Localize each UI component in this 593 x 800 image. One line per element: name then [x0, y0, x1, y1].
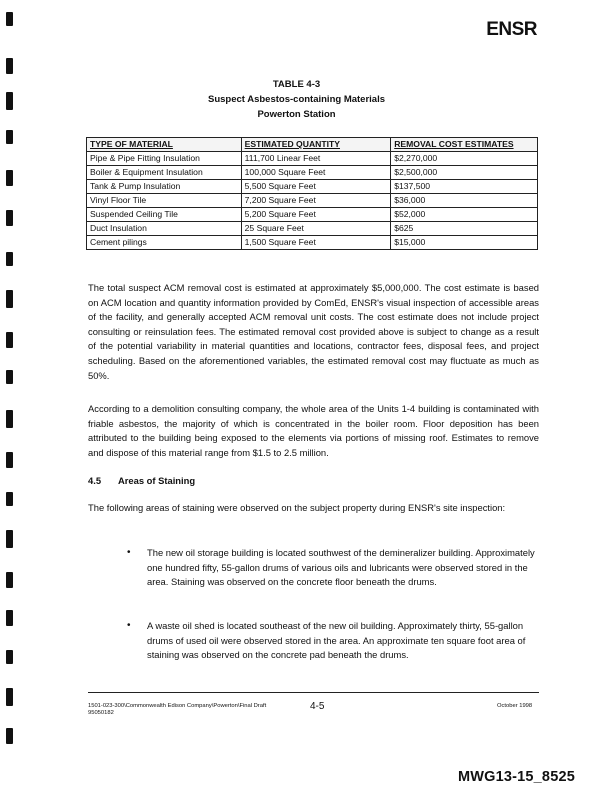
quantity-cell: 1,500 Square Feet — [241, 236, 391, 250]
footer-doc-path: 1501-023-300\Commonwealth Edison Company\Powerton\Final Draft — [88, 703, 267, 709]
ensr-logo: ENSR — [486, 19, 537, 40]
material-cell: Vinyl Floor Tile — [87, 194, 242, 208]
material-cell: Tank & Pump Insulation — [87, 180, 242, 194]
cost-cell: $36,000 — [391, 194, 538, 208]
quantity-cell: 100,000 Square Feet — [241, 166, 391, 180]
paragraph-staining-intro: The following areas of staining were observed on the subject property during ENSR's site inspection: — [88, 502, 506, 513]
material-cell: Cement pilings — [87, 236, 242, 250]
material-cell: Duct Insulation — [87, 222, 242, 236]
footer-doc-id: 95050182 — [88, 710, 114, 716]
material-cell: Suspended Ceiling Tile — [87, 208, 242, 222]
quantity-cell: 7,200 Square Feet — [241, 194, 391, 208]
table-row — [87, 166, 538, 180]
bullet-text: A waste oil shed is located southeast of the new oil building. Approximately thirty, 55-gallon drums of used oil were observed stored in the area. An approximate ten square foot area of staining was observed on the concrete pad beneath the drums. — [147, 620, 526, 661]
cost-cell: $137,500 — [391, 180, 538, 194]
section-title: Areas of Staining — [118, 475, 196, 486]
bullet-icon: • — [127, 547, 131, 558]
cost-cell: $15,000 — [391, 236, 538, 250]
quantity-cell: 25 Square Feet — [241, 222, 391, 236]
bullet-icon: • — [127, 620, 131, 631]
cost-cell: $625 — [391, 222, 538, 236]
table-caption — [0, 77, 593, 122]
paragraph-demolition: According to a demolition consulting company, the whole area of the Units 1-4 building is contaminated with friable asbestos, the majority of which is concentrated in the boiler room. Floor deposition has been attributed to the building being exposed to the elements via portions of missing roof. Estimates to remove and dispose of this material range from $1.5 to 2.5 million. — [88, 403, 539, 458]
paragraph-cost-estimate: The total suspect ACM removal cost is estimated at approximately $5,000,000. The cost estimate is based on ACM location and quantity information provided by ComEd, ENSR's visual inspection of accessible areas of the facility, and generally accepted ACM removal unit costs. The cost estimate does not include project consulting or reinsulation fees. The estimated removal cost provided above is subject to change as a result of the potential variability in material quantities and locations, contractor fees, disposal fees, and project scheduling. Based on the aforementioned variables, the estimated removal cost may fluctuate as much as 50%. — [88, 282, 539, 381]
quantity-cell: 5,500 Square Feet — [241, 180, 391, 194]
section-number: 4.5 — [88, 475, 102, 486]
section-heading — [88, 475, 195, 486]
bullet-item — [127, 546, 539, 590]
acm-table — [86, 137, 538, 250]
bates-number: MWG13-15_8525 — [457, 769, 575, 785]
quantity-cell: 5,200 Square Feet — [241, 208, 391, 222]
cost-cell: $2,500,000 — [391, 166, 538, 180]
table-site: Powerton Station — [257, 109, 336, 120]
column-header-cost: REMOVAL COST ESTIMATES — [391, 138, 538, 152]
bullet-text: The new oil storage building is located southwest of the demineralizer building. Approximately one hundred fifty, 55-gallon drums of various oils and lubricants were observed stored in the area. Staining was observed on the concrete floor beneath the drums. — [147, 547, 535, 588]
footer-doc-ref — [88, 703, 266, 717]
cost-cell: $52,000 — [391, 208, 538, 222]
material-cell: Pipe & Pipe Fitting Insulation — [87, 152, 242, 166]
bullet-item — [127, 619, 539, 663]
table-row — [87, 152, 538, 166]
page-number: 4-5 — [310, 701, 325, 712]
table-number: TABLE 4-3 — [272, 79, 321, 90]
column-header-material: TYPE OF MATERIAL — [87, 138, 242, 152]
cost-cell: $2,270,000 — [391, 152, 538, 166]
table-title: Suspect Asbestos-containing Materials — [207, 94, 386, 105]
table-row — [87, 208, 538, 222]
table-row — [87, 194, 538, 208]
material-cell: Boiler & Equipment Insulation — [87, 166, 242, 180]
table-row — [87, 180, 538, 194]
footer-date: October 1998 — [497, 703, 533, 709]
table-row — [87, 236, 538, 250]
quantity-cell: 111,700 Linear Feet — [241, 152, 391, 166]
table-header-row — [87, 138, 538, 152]
column-header-quantity: ESTIMATED QUANTITY — [241, 138, 391, 152]
table-row — [87, 222, 538, 236]
footer-divider — [88, 692, 539, 693]
